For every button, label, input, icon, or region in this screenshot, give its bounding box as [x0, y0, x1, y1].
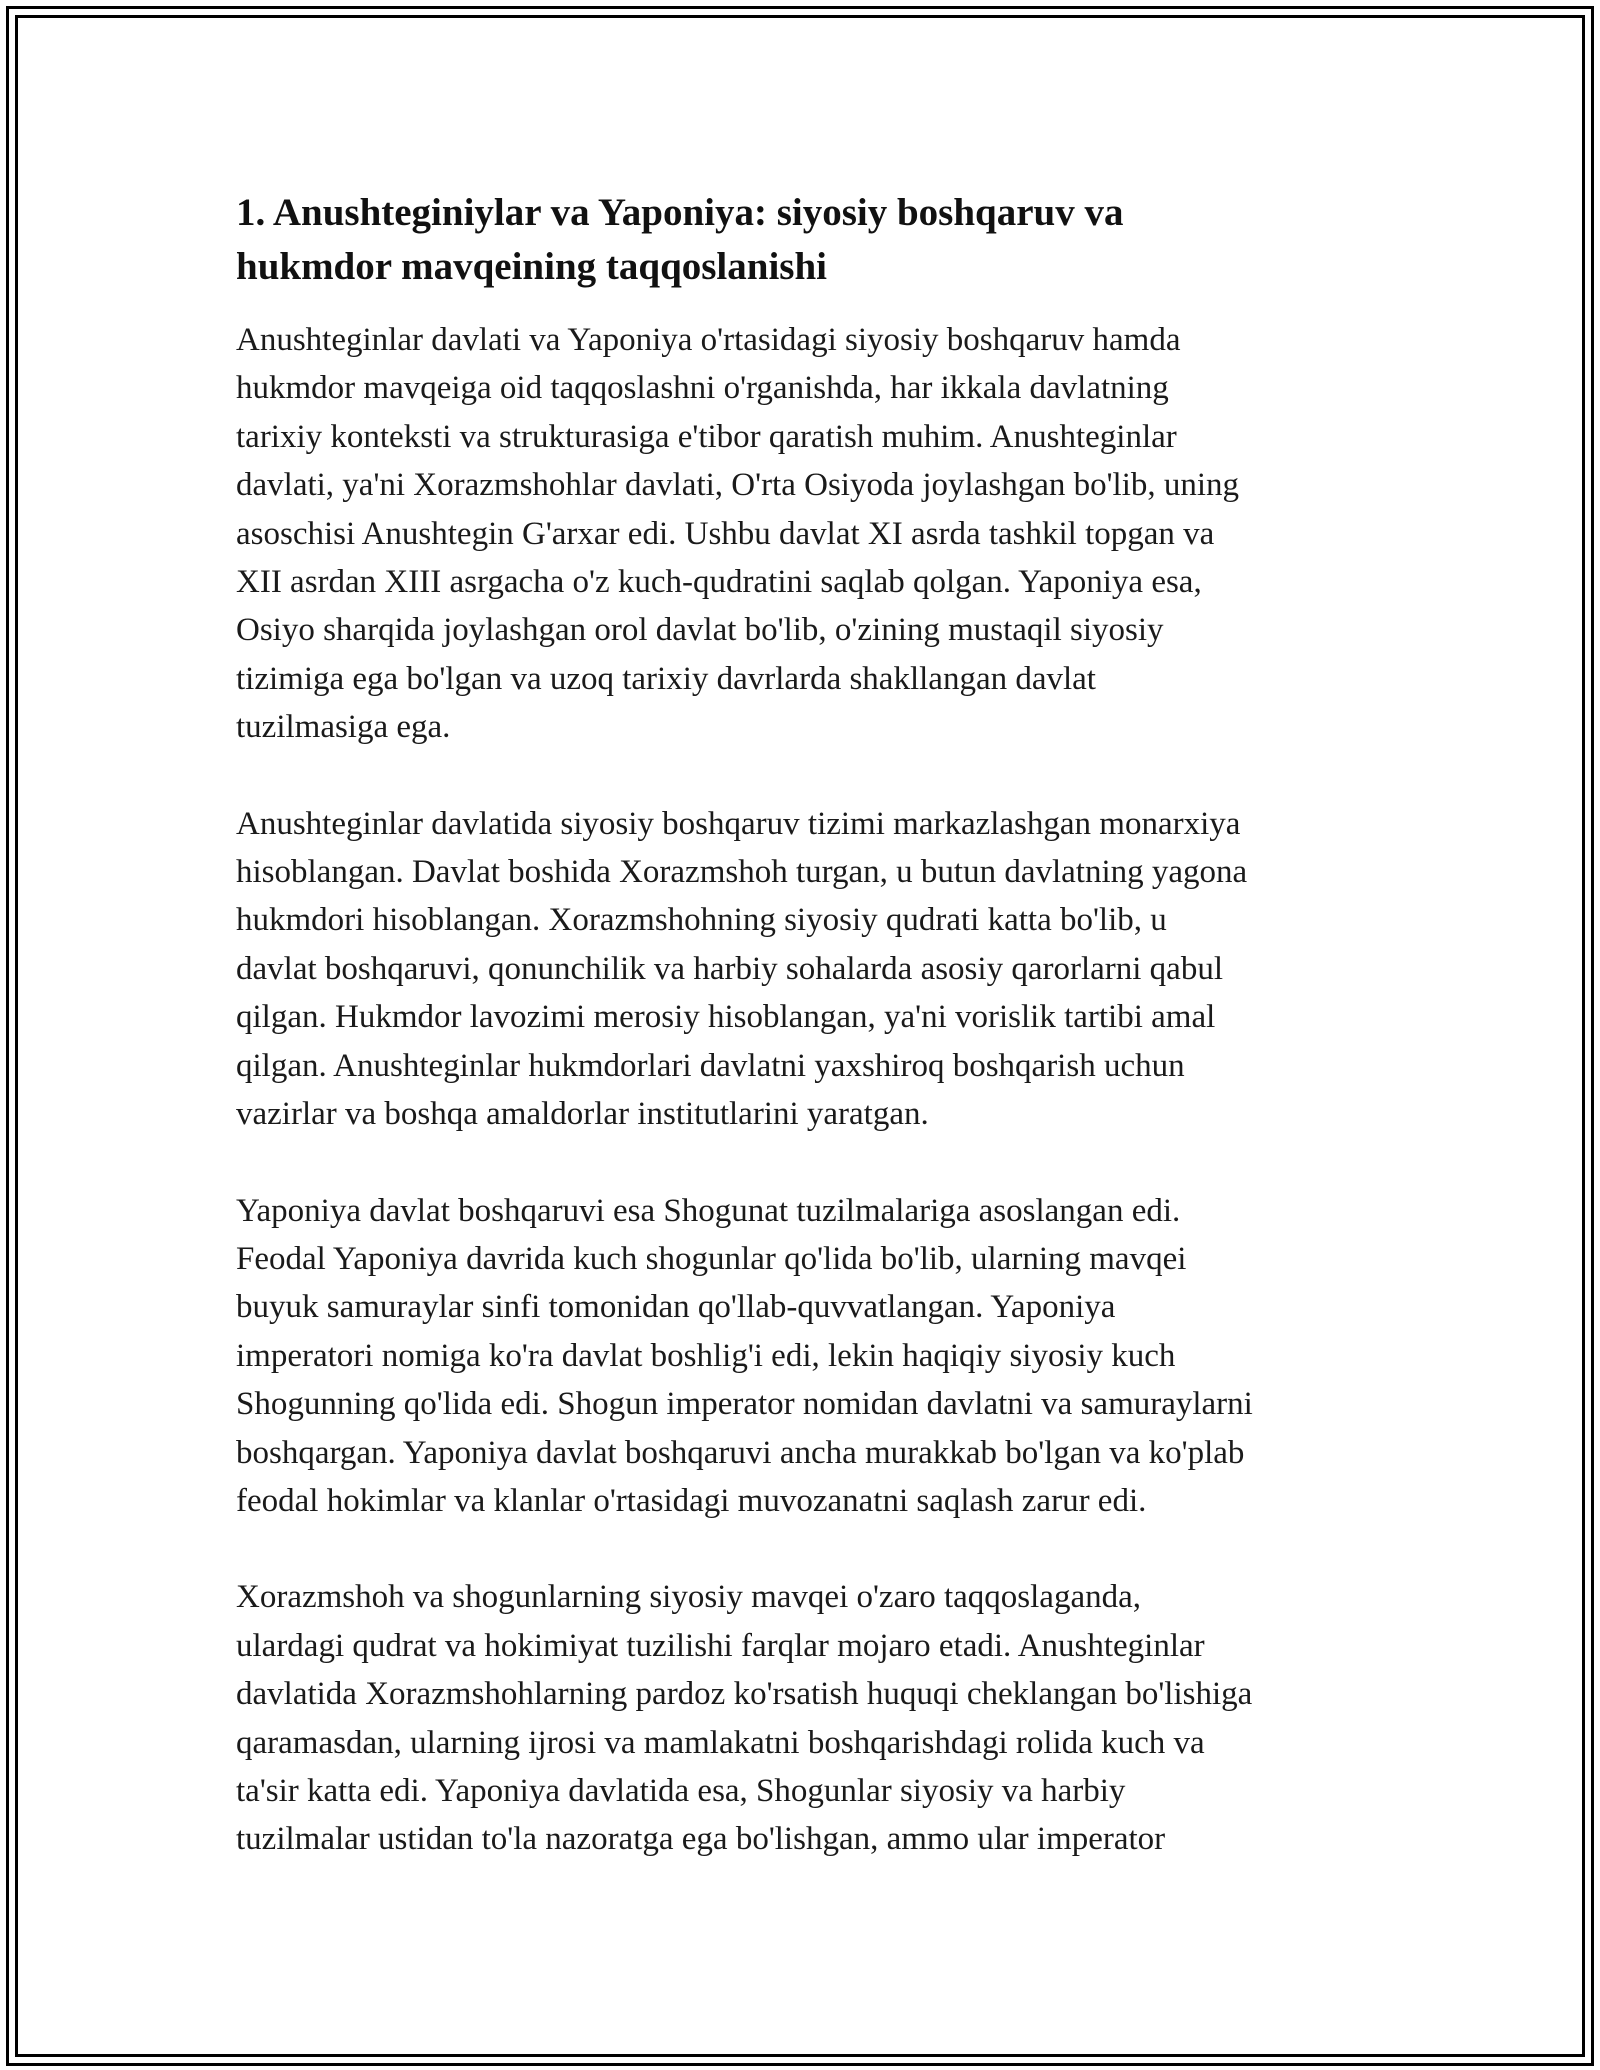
- text-line: feodal hokimlar va klanlar o'rtasidagi muvozanatni saqlash zarur edi.: [236, 1482, 1147, 1519]
- heading-line: 1. Anushteginiylar va Yaponiya: siyosiy boshqaruv va: [236, 191, 1124, 234]
- text-line: vazirlar va boshqa amaldorlar institutlarini yaratgan.: [236, 1096, 929, 1133]
- text-line: tuzilmalar ustidan to'la nazoratga ega bo'lishgan, ammo ular imperator: [236, 1821, 1166, 1858]
- paragraph-1: [236, 316, 1396, 752]
- paragraph-2: [236, 800, 1396, 1139]
- paragraph-4: [236, 1573, 1396, 1863]
- text-line: XII asrdan XIII asrgacha o'z kuch-qudratini saqlab qolgan. Yaponiya esa,: [236, 564, 1202, 601]
- text-line: qaramasdan, ularning ijrosi va mamlakatni boshqarishdagi rolida kuch va: [236, 1724, 1205, 1761]
- paragraph-3: [236, 1187, 1396, 1526]
- text-line: qilgan. Hukmdor lavozimi merosiy hisoblangan, ya'ni vorislik tartibi amal: [236, 999, 1216, 1036]
- text-line: tarixiy konteksti va strukturasiga e'tibor qaratish muhim. Anushteginlar: [236, 418, 1177, 455]
- text-line: tizimiga ega bo'lgan va uzoq tarixiy davrlarda shakllangan davlat: [236, 660, 1096, 697]
- text-line: qilgan. Anushteginlar hukmdorlari davlatni yaxshiroq boshqarish uchun: [236, 1047, 1185, 1084]
- text-line: asoschisi Anushtegin G'arxar edi. Ushbu davlat XI asrda tashkil topgan va: [236, 515, 1215, 552]
- text-line: ta'sir katta edi. Yaponiya davlatida esa, Shogunlar siyosiy va harbiy: [236, 1772, 1126, 1809]
- text-line: davlati, ya'ni Xorazmshohlar davlati, O'rta Osiyoda joylashgan bo'lib, uning: [236, 467, 1240, 504]
- text-line: Yaponiya davlat boshqaruvi esa Shogunat tuzilmalariga asoslangan edi.: [236, 1192, 1181, 1229]
- text-line: Feodal Yaponiya davrida kuch shogunlar qo'lida bo'lib, ularning mavqei: [236, 1240, 1187, 1277]
- text-line: davlat boshqaruvi, qonunchilik va harbiy sohalarda asosiy qarorlarni qabul: [236, 950, 1223, 987]
- text-line: imperatori nomiga ko'ra davlat boshlig'i edi, lekin haqiqiy siyosiy kuch: [236, 1337, 1176, 1374]
- text-line: hukmdor mavqeiga oid taqqoslashni o'rganishda, har ikkala davlatning: [236, 370, 1169, 407]
- text-line: Shogunning qo'lida edi. Shogun imperator nomidan davlatni va samuraylarni: [236, 1386, 1253, 1423]
- text-line: hukmdori hisoblangan. Xorazmshohning siyosiy qudrati katta bo'lib, u: [236, 902, 1167, 939]
- text-line: Anushteginlar davlatida siyosiy boshqaruv tizimi markazlashgan monarxiya: [236, 805, 1241, 842]
- text-line: davlatida Xorazmshohlarning pardoz ko'rsatish huquqi cheklangan bo'lishiga: [236, 1676, 1253, 1713]
- text-line: Anushteginlar davlati va Yaponiya o'rtasidagi siyosiy boshqaruv hamda: [236, 322, 1181, 358]
- text-line: ulardagi qudrat va hokimiyat tuzilishi farqlar mojaro etadi. Anushteginlar: [236, 1627, 1205, 1664]
- section-heading: [236, 186, 1396, 294]
- text-line: Osiyo sharqida joylashgan orol davlat bo'lib, o'zining mustaqil siyosiy: [236, 612, 1164, 649]
- text-line: tuzilmasiga ega.: [236, 709, 451, 746]
- document-body: [236, 186, 1396, 1912]
- text-line: boshqargan. Yaponiya davlat boshqaruvi ancha murakkab bo'lgan va ko'plab: [236, 1434, 1245, 1471]
- text-line: hisoblangan. Davlat boshida Xorazmshoh turgan, u butun davlatning yagona: [236, 854, 1248, 891]
- heading-line: hukmdor mavqeining taqqoslanishi: [236, 245, 827, 288]
- text-line: buyuk samuraylar sinfi tomonidan qo'llab-quvvatlangan. Yaponiya: [236, 1289, 1116, 1326]
- text-line: Xorazmshoh va shogunlarning siyosiy mavqei o'zaro taqqoslaganda,: [236, 1579, 1141, 1616]
